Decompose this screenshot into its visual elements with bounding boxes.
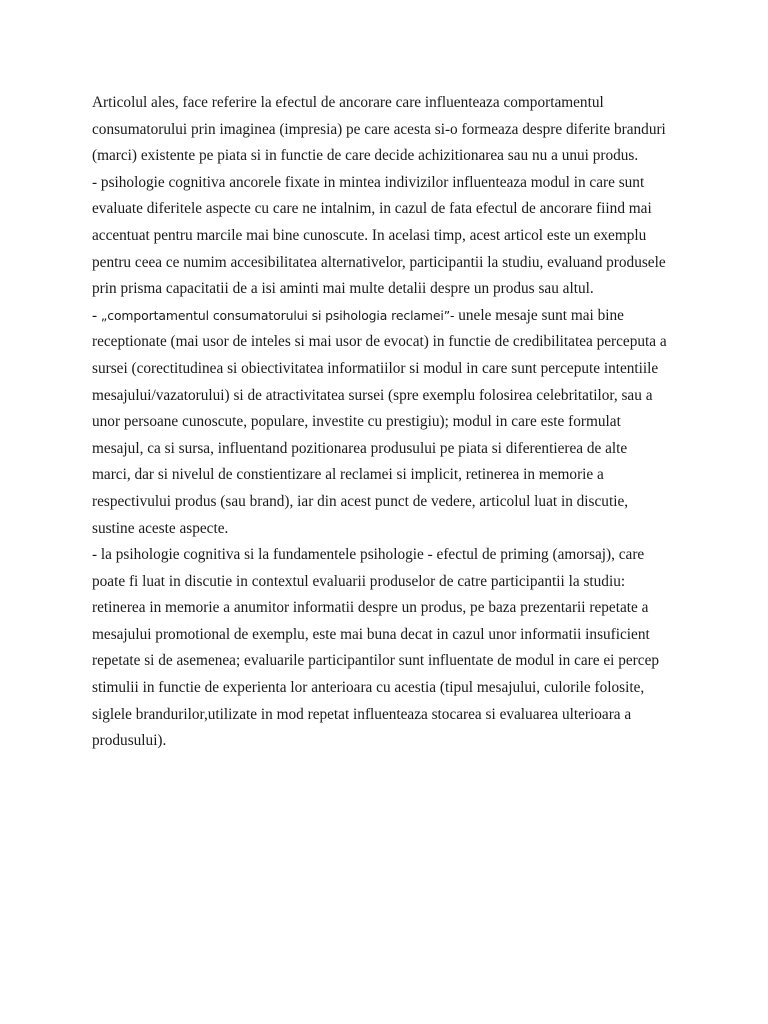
text-line: marci, dar si nivelul de constientizare al reclamei si implicit, retinerea in memorie a: [92, 466, 604, 484]
text-line: mesajului promotional de exemplu, este mai buna decat in cazul unor informatii insuficient: [92, 625, 650, 643]
text-line: respectivului produs (sau brand), iar din acest punct de vedere, articolul luat in discutie,: [92, 492, 629, 510]
text-line: produsului).: [92, 732, 167, 750]
text-line: sursei (corectitudinea si obiectivitatea informatiilor si modul in care sunt percepute intentiile: [92, 359, 659, 377]
text-line: siglele brandurilor,utilizate in mod repetat influenteaza stocarea si evaluarea ulterioara a: [92, 705, 632, 723]
document-body: [92, 90, 688, 755]
text-line: unor persoane cunoscute, populare, investite cu prestigiu); modul in care este formulat: [92, 413, 621, 431]
text-line: stimulii in functie de experienta lor anterioara cu acestia (tipul mesajului, culorile folosite,: [92, 679, 645, 697]
text-line: prin prisma capacitatii de a isi aminti mai multe detalii despre un produs sau altul.: [92, 280, 594, 298]
text-line: Articolul ales, face referire la efectul de ancorare care influenteaza comportamentul: [92, 94, 604, 111]
text-line: - la psihologie cognitiva si la fundamentele psihologie - efectul de priming (amorsaj), care: [92, 546, 645, 564]
text-line: pentru ceea ce numim accesibilitatea alternativelor, participantii la studiu, evaluand produsele: [92, 253, 666, 271]
quoted-title: „comportamentul consumatorului si psihologia reclamei”-: [100, 307, 455, 323]
text-line: receptionate (mai usor de inteles si mai usor de evocat) in functie de credibilitatea perceputa a: [92, 333, 667, 351]
text-line: retinerea in memorie a anumitor informatii despre un produs, pe baza prezentarii repetate a: [92, 599, 649, 617]
text-line: - psihologie cognitiva ancorele fixate in mintea indivizilor influenteaza modul in care sunt: [92, 173, 645, 191]
text-line: consumatorului prin imaginea (impresia) pe care acesta si-o formeaza despre diferite branduri: [92, 120, 666, 138]
text-line: mesajul, ca si sursa, influentand pozitionarea produsului pe piata si diferentierea de alte: [92, 439, 628, 457]
text-line: repetate si de asemenea; evaluarile participantilor sunt influentate de modul in care ei percep: [92, 652, 660, 670]
line-suffix: unele mesaje sunt mai bine: [454, 306, 624, 324]
text-line: sustine aceste aspecte.: [92, 519, 229, 537]
text-line: (marci) existente pe piata si in functie de care decide achizitionarea sau nu a unui produs.: [92, 147, 639, 165]
text-line: evaluate diferitele aspecte cu care ne intalnim, in cazul de fata efectul de ancorare fiind mai: [92, 200, 652, 218]
text-line: mesajului/vazatorului) si de atractivitatea sursei (spre exemplu folosirea celebritatilor, sau a: [92, 386, 653, 404]
text-line: accentuat pentru marcile mai bine cunoscute. In acelasi timp, acest articol este un exemplu: [92, 226, 647, 244]
text-line: poate fi luat in discutie in contextul evaluarii produselor de catre participantii la studiu:: [92, 572, 626, 590]
text-line-mixed-font: [92, 303, 688, 330]
line-prefix: -: [92, 306, 101, 324]
